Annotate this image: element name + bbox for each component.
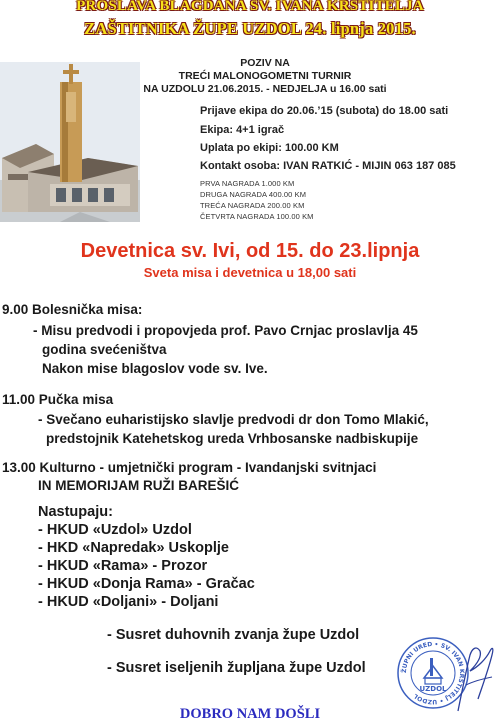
program-1-line-1: - Misu predvodi i propovjeda prof. Pavo Crnjac proslavlja 45 (33, 323, 418, 338)
performer-item: - HKUD «Donja Rama» - Gračac (38, 576, 255, 592)
header-line-1: PROSLAVA BLAGDANA SV. IVANA KRSTITELJA (76, 0, 424, 14)
invitation-line-1: POZIV NA (240, 57, 290, 69)
program-2-line-1: - Svečano euharistijsko slavlje predvodi dr don Tomo Mlakić, (38, 412, 429, 427)
info-registration: Prijave ekipa do 20.06.’15 (subota) do 18.00 sati (200, 105, 449, 117)
invitation-line-3: NA UZDOLU 21.06.2015. - NEDJELJA u 16.00 sati (143, 83, 387, 95)
novena-title: Devetnica sv. Ivi, od 15. do 23.lipnja (80, 240, 420, 262)
meeting-vocations: - Susret duhovnih zvanja župe Uzdol (107, 627, 360, 643)
performer-item: - HKUD «Doljani» - Doljani (38, 594, 219, 610)
info-team-size: Ekipa: 4+1 igrač (200, 124, 285, 136)
invitation-line-2: TREĆI MALONOGOMETNI TURNIR (178, 70, 352, 82)
signature (452, 641, 498, 715)
program-3-heading: 13.00 Kulturno - umjetnički program - Ivandanjski svitnjaci (2, 460, 377, 475)
header-line-2: ZAŠTITNIKA ŽUPE UZDOL 24. lipnja 2015. (84, 19, 416, 38)
prize-third: TREĆA NAGRADA 200.00 KM (200, 201, 305, 210)
performer-item: - HKUD «Rama» - Prozor (38, 558, 208, 574)
performer-item: - HKUD «Uzdol» Uzdol (38, 522, 192, 538)
welcome-text: DOBRO NAM DOŠLI (179, 706, 321, 721)
info-contact: Kontakt osoba: IVAN RATKIĆ - MIJIN 063 187 085 (200, 160, 456, 172)
program-3-line-2: IN MEMORIJAM RUŽI BAREŠIĆ (38, 478, 240, 493)
program-1-line-3: Nakon mise blagoslov vode sv. Ive. (42, 361, 268, 376)
svg-text:UZDOL: UZDOL (419, 685, 447, 693)
program-1-heading: 9.00 Bolesnička misa: (2, 302, 143, 317)
program-1-line-2: godina svećeništva (42, 342, 167, 357)
program-2-heading: 11.00 Pučka misa (2, 392, 114, 407)
info-fee: Uplata po ekipi: 100.00 KM (200, 142, 339, 154)
prize-second: DRUGA NAGRADA 400.00 KM (200, 190, 307, 199)
prize-fourth: ČETVRTA NAGRADA 100.00 KM (200, 212, 314, 221)
church-photo (0, 62, 140, 222)
prize-first: PRVA NAGRADA 1.000 KM (200, 179, 295, 188)
svg-text:ŽUPNI URED • SV. IVAN KRSTITEL: ŽUPNI URED • SV. IVAN KRSTITELJ • UZDOL (400, 640, 466, 706)
novena-subtitle: Sveta misa i devetnica u 18,00 sati (143, 265, 357, 280)
performer-item: - HKD «Napredak» Uskoplje (38, 540, 229, 556)
meeting-emigrants: - Susret iseljenih župljana župe Uzdol (107, 660, 366, 676)
performers-title: Nastupaju: (38, 504, 113, 520)
program-2-line-2: predstojnik Katehetskog ureda Vrhbosanske nadbiskupije (46, 431, 419, 446)
